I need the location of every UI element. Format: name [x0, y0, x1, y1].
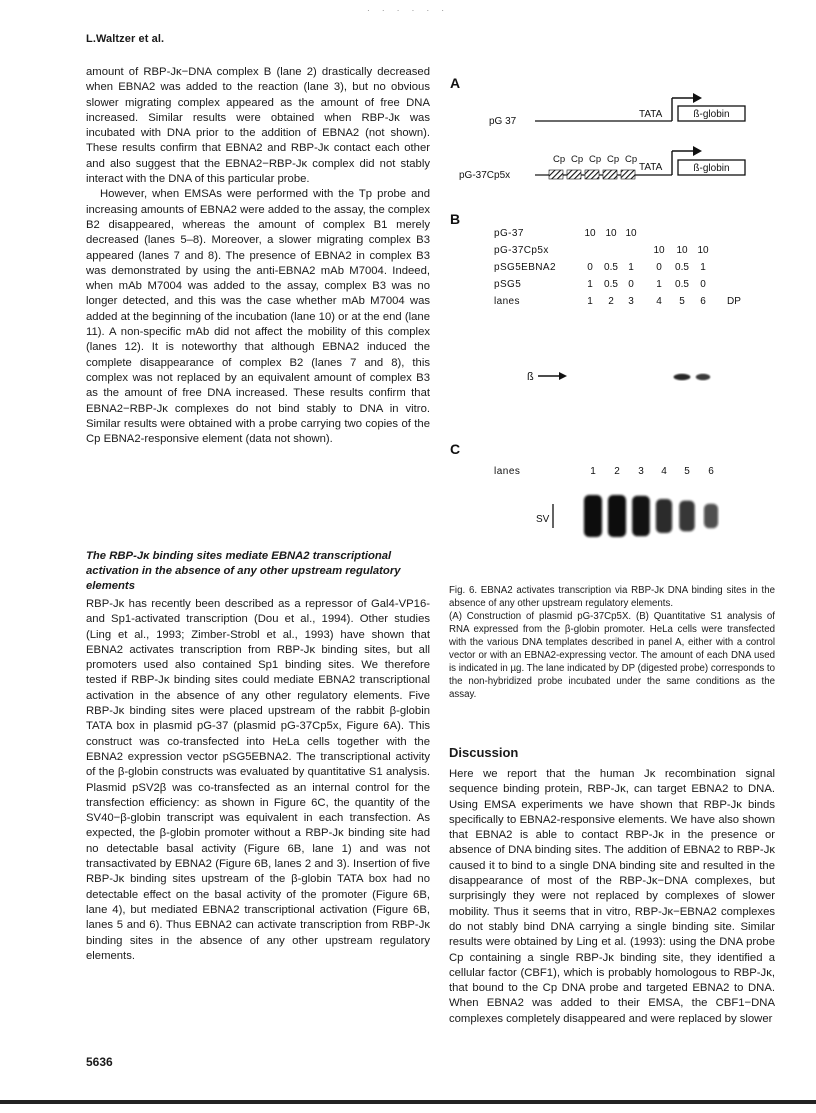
- caption-title: Fig. 6. EBNA2 activates transcription via RBP-Jκ DNA binding sites in the absence of any other upstream regulatory elements.: [449, 585, 775, 609]
- lane-number: 5: [684, 466, 690, 477]
- panel-b-table: [494, 228, 741, 307]
- lane-number: 2: [614, 466, 620, 477]
- panel-c-lanes-label: lanes: [494, 466, 521, 477]
- table-cell: 2: [608, 296, 614, 307]
- table-cell: 1: [587, 279, 593, 290]
- row-label: pSG5: [494, 279, 522, 290]
- cp-label: Cp: [625, 154, 638, 165]
- table-cell: 1: [656, 279, 662, 290]
- cp-label: Cp: [607, 154, 620, 165]
- construct1-arrow-icon: [693, 93, 702, 103]
- construct2-gene-label: ß-globin: [693, 163, 730, 174]
- cp-label: Cp: [571, 154, 584, 165]
- cp-site-box: [621, 170, 635, 179]
- table-cell: 0.5: [604, 262, 618, 273]
- panel-a-letter: A: [450, 75, 461, 91]
- construct1-gene-label: ß-globin: [693, 109, 730, 120]
- construct1-tata: TATA: [639, 109, 663, 120]
- cp-site-box: [603, 170, 617, 179]
- section-body: [86, 597, 430, 964]
- gel-band: [632, 496, 650, 536]
- page-number: 5636: [86, 1055, 113, 1069]
- gel-band: [656, 499, 672, 533]
- gel-band: [704, 504, 718, 528]
- construct2-label: pG-37Cp5x: [459, 170, 511, 181]
- lane-number: 3: [638, 466, 644, 477]
- table-cell: 0: [587, 262, 593, 273]
- lane-number: 1: [590, 466, 596, 477]
- cp-sites: [549, 154, 637, 179]
- table-cell: 10: [697, 245, 709, 256]
- cp-site-box: [549, 170, 563, 179]
- page-bottom-rule: [0, 1100, 816, 1104]
- table-cell: 0: [700, 279, 706, 290]
- panel-b-gel: [527, 371, 710, 383]
- gel-band: [679, 501, 694, 532]
- table-cell: 1: [700, 262, 706, 273]
- row-label: pG-37: [494, 228, 524, 239]
- table-cell: 0.5: [604, 279, 618, 290]
- table-cell: 5: [679, 296, 685, 307]
- running-title: L.Waltzer et al.: [86, 33, 165, 45]
- table-cell: 4: [656, 296, 662, 307]
- table-cell: 10: [653, 245, 665, 256]
- table-cell: 10: [676, 245, 688, 256]
- caption-body: (A) Construction of plasmid pG-37Cp5X. (B) Quantitative S1 analysis of RNA expressed from the β-globin promoter. HeLa cells were transfected with the various DNA templates described in panel A, either with a control vector or with an EBNA2-expressing vector. The amount of each DNA used is indicated in µg. The lane indicated by DP (digested probe) corresponds to the non-hybridized probe incubated under the same conditions as the assay.: [449, 611, 775, 700]
- construct1-label: pG 37: [489, 116, 517, 127]
- table-cell: 0.5: [675, 262, 689, 273]
- cp-label: Cp: [553, 154, 566, 165]
- table-cell: 6: [700, 296, 706, 307]
- gel-band: [696, 374, 710, 380]
- table-cell: 0: [628, 279, 634, 290]
- gel-band: [608, 495, 626, 537]
- sv-band-label: SV: [536, 514, 550, 525]
- lane-number: 6: [708, 466, 714, 477]
- table-cell: 0.5: [675, 279, 689, 290]
- cp-site-box: [585, 170, 599, 179]
- cp-site-box: [567, 170, 581, 179]
- paragraph: However, when EMSAs were performed with the Tp probe and increasing amounts of EBNA2 were added to the assay, the complex B2 disappeared, whereas the amount of complex B1 merely decreased (lanes 5–8). Moreover, a slower migrating complex B3 appeared (lanes 7 and 8). The presence of EBNA2 in complex B3 was demonstrated by using the anti-EBNA2 mAb M7004. Indeed, when mAb M7004 was added to the assay, complex B3 was no longer detected, and this was the case whether mAb M7004 was added at the beginning of the incubation (lane 10) or at the end (lane 11). A non-specific mAb did not affect the mobility of this complex (lanes 12). It is noteworthy that although EBNA2 induced the complete disappearance of complex B2 (lanes 7 and 8), this complex was not replaced by an equivalent amount of complex B3 as the amount of free DNA increased. These results confirm that EBNA2−RBP-Jκ complexes do not bind stably to DNA in vitro. Similar results were obtained with a probe carrying two copies of the Cp EBNA2-responsive element (data not shown).: [86, 188, 430, 446]
- table-cell: 10: [584, 228, 596, 239]
- discussion-body: [449, 767, 775, 1027]
- paragraph: RBP-Jκ has recently been described as a repressor of Gal4-VP16- and Sp1-activated transcription (Dou et al., 1994). Other studies (Ling et al., 1993; Zimber-Strobl et al., 1993) have shown that EBNA2 activates transcription from RBP-Jκ binding sites, but all promoters used also contained Sp1 binding sites. We therefore tested if RBP-Jκ binding sites could mediate EBNA2 transcriptional activation in the absence of any other regulatory elements. Five RBP-Jκ binding sites were placed upstream of the rabbit β-globin TATA box in plasmid pG-37 (plasmid pG-37Cp5x, Figure 6A). This construct was co-transfected into HeLa cells together with the EBNA2 expression vector pSG5EBNA2. The transcriptional activity of the β-globin constructs was evaluated by quantitative S1 analysis. Plasmid pSV2β was co-transfected as an internal control for the transfection efficiency: as shown in Figure 6C, the quantity of the SV40−β-globin transcript was equivalent in each transfection. As expected, the β-globin promoter without a RBP-Jκ binding site had no detectable basal activity (Figure 6B, lane 1) and was not transactivated by EBNA2 (Figure 6B, lanes 2 and 3). Insertion of five RBP-Jκ binding sites upstream of the β-globin TATA box had no detectable effect on the basal activity of the promoter (Figure 6B, lane 4), but mediated EBNA2 transcriptional activation (Figure 6B, lanes 5 and 6). Thus EBNA2 can activate transcription from RBP-Jκ binding sites in the absence of any other upstream regulatory elements.: [86, 598, 430, 962]
- gel-band: [674, 374, 691, 380]
- lane-number: 4: [661, 466, 667, 477]
- discussion-heading: Discussion: [449, 745, 519, 760]
- construct2-tata: TATA: [639, 162, 663, 173]
- arrow-right-icon: [559, 372, 567, 380]
- table-cell: 10: [605, 228, 617, 239]
- row-label: lanes: [494, 296, 520, 307]
- table-cell: 1: [587, 296, 593, 307]
- figure-6: [449, 66, 769, 566]
- paragraph: Here we report that the human Jκ recombination signal sequence binding protein, RBP-Jκ, can target EBNA2 to DNA. Using EMSA experiments we have shown that RBP-Jκ binds specifically to EBNA2-responsive elements. We have also shown that EBNA2 is able to contact RBP-Jκ in the presence or absence of DNA binding sites. The addition of EBNA2 to RBP-Jκ caused it to bind to a single DNA binding site and resulted in the disappearance of most of the RBP-Jκ−DNA complexes, but surprisingly they were not replaced by complexes of slower mobility. Thus it seems that in vitro, RBP-Jκ−EBNA2 complexes do not stably bind DNA carrying a single binding site. Similar results were obtained by Ling et al. (1993): using the DNA probe Cp containing a single RBP-Jκ binding site, they identified a cellular factor (CBF1), which is probably homologous to RBP-Jκ, that bound to the Cp DNA probe and targeted EBNA2 to DNA. When EBNA2 was added to their EMSA, the CBF1−DNA complexes completely disappeared and were replaced by slower: [449, 768, 775, 1025]
- figure-6-graphic: [449, 66, 769, 566]
- panel-c-letter: C: [450, 441, 461, 457]
- table-cell: 1: [628, 262, 634, 273]
- beta-globin-band-label: ß: [527, 371, 534, 383]
- top-print-marks: · · · · · ·: [366, 6, 450, 15]
- table-cell: 10: [625, 228, 637, 239]
- gel-band: [584, 495, 602, 537]
- left-column-text: [86, 65, 430, 447]
- construct2-arrow-icon: [693, 146, 702, 156]
- table-cell: 3: [628, 296, 634, 307]
- row-label: pG-37Cp5x: [494, 245, 549, 256]
- paragraph: amount of RBP-Jκ−DNA complex B (lane 2) drastically decreased when EBNA2 was added to the reaction (lane 3), but no obvious slower migrating complex appeared as the amount of free DNA increased. Similar results were obtained when RBP-Jκ was incubated with DNA prior to the addition of EBNA2 (not shown). These results confirm that EBNA2 and RBP-Jκ contact each other and also suggest that the EBNA2−RBP-Jκ complex did not stably interact with the DNA of this particular probe.: [86, 66, 430, 186]
- panel-c-lane-numbers: [590, 466, 714, 477]
- table-cell: 0: [656, 262, 662, 273]
- row-label: pSG5EBNA2: [494, 262, 556, 273]
- figure-caption: [449, 584, 775, 701]
- cp-label: Cp: [589, 154, 602, 165]
- digested-probe-label: DP: [727, 296, 741, 307]
- panel-b-letter: B: [450, 211, 461, 227]
- section-heading: The RBP-Jκ binding sites mediate EBNA2 transcriptional activation in the absence of any other upstream regulatory elements: [86, 550, 401, 593]
- panel-c-gel: [584, 495, 718, 537]
